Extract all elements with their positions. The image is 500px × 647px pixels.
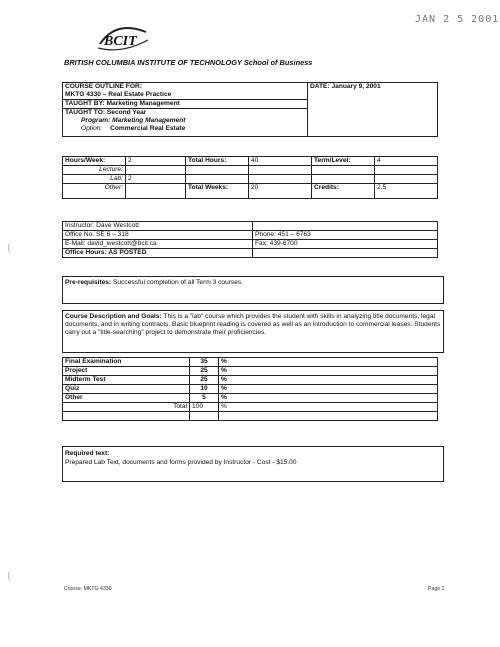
prereq-text: Successful completion of all Term 3 courses. <box>113 279 244 286</box>
eval-item-value: 25 <box>190 376 219 385</box>
course-header-table <box>62 82 438 137</box>
taught-to: TAUGHT TO: Second Year <box>65 109 147 116</box>
eval-total-unit: % <box>219 403 438 412</box>
eval-item-unit: % <box>219 385 438 394</box>
office-number: Office No. SE 6 – 318 <box>63 231 253 240</box>
lecture-label: Lecture: <box>63 166 126 175</box>
eval-item-value: 5 <box>190 394 219 403</box>
eval-item-name: Final Examination <box>63 358 190 367</box>
required-text: Prepared Lab Text, documents and forms provided by Instructor - Cost - $15.00 <box>65 459 297 466</box>
eval-item-value: 35 <box>190 358 219 367</box>
total-weeks-label: Total Weeks: <box>186 184 249 199</box>
eval-item-unit: % <box>219 358 438 367</box>
total-hours-value: 40 <box>249 157 312 166</box>
evaluation-row <box>63 394 438 403</box>
eval-item-name: Quiz <box>63 385 190 394</box>
footer-course: Course: MKTG 4330 <box>64 586 112 592</box>
required-label: Required text: <box>65 450 110 457</box>
office-hours: Office Hours: AS POSTED <box>63 249 253 258</box>
total-weeks-value: 20 <box>249 184 312 199</box>
prereq-label: Pre-requisites: <box>65 279 112 286</box>
course-description-box <box>62 310 444 353</box>
eval-item-name: Midterm Test <box>63 376 190 385</box>
instructor-fax: Fax: 439-6700 <box>253 240 438 249</box>
course-title: MKTG 4330 – Real Estate Practice <box>65 91 172 98</box>
eval-item-unit: % <box>219 376 438 385</box>
credits-value: 2.5 <box>375 184 438 199</box>
eval-total-label: Total <box>63 403 190 412</box>
eval-item-value: 25 <box>190 367 219 376</box>
term-level-label: Term/Level: <box>312 157 375 166</box>
prerequisites-box <box>62 276 444 304</box>
lab-label: Lab: <box>63 175 126 184</box>
received-date-stamp: JAN 2 5 2001 <box>415 14 500 25</box>
option-label: Option: <box>81 125 103 132</box>
option-value: Commercial Real Estate <box>110 125 186 132</box>
description-text: This is a "lab" course which provides the student with skills in analyzing title documents, legal documents, and in writing contracts. Basic blueprint reading is covered as well as an introduction to commercial leases. Students carry out a "title-searching" project to demonstrate their proficiencies. <box>65 313 441 336</box>
footer-page: Page 1 <box>428 586 445 592</box>
required-text-box <box>62 446 444 482</box>
eval-item-unit: % <box>219 367 438 376</box>
eval-total-value: 100 <box>190 403 219 412</box>
instructor-email: E-Mail: david_westcott@bcit.ca <box>63 240 253 249</box>
margin-mark <box>8 242 17 254</box>
eval-item-name: Other <box>63 394 190 403</box>
outline-label: COURSE OUTLINE FOR: <box>65 83 142 90</box>
evaluation-row <box>63 385 438 394</box>
credits-label: Credits: <box>312 184 375 199</box>
lab-value: 2 <box>126 175 186 184</box>
taught-by: TAUGHT BY: Marketing Management <box>63 100 308 109</box>
program-value: Marketing Management <box>112 117 186 124</box>
hours-week-label: Hours/Week: <box>63 157 126 166</box>
margin-mark <box>8 570 17 582</box>
eval-item-unit: % <box>219 394 438 403</box>
evaluation-row <box>63 367 438 376</box>
program-label: Program: <box>81 117 111 124</box>
evaluation-row <box>63 358 438 367</box>
instructor-name: Instructor: Dave Westcott <box>63 222 253 231</box>
evaluation-row <box>63 376 438 385</box>
instructor-phone: Phone: 451 – 6763 <box>253 231 438 240</box>
svg-text:BCIT: BCIT <box>104 34 137 49</box>
eval-item-name: Project <box>63 367 190 376</box>
bcit-logo <box>96 24 150 54</box>
instructor-table <box>62 221 438 258</box>
evaluation-table <box>62 357 438 421</box>
description-label: Course Description and Goals: <box>65 313 162 320</box>
term-level-value: 4 <box>375 157 438 166</box>
eval-item-value: 10 <box>190 385 219 394</box>
hours-table <box>62 156 438 199</box>
course-date: DATE: January 9, 2001 <box>308 83 438 137</box>
institution-name: BRITISH COLUMBIA INSTITUTE OF TECHNOLOGY School of Business <box>64 58 313 67</box>
other-label: Other: <box>63 184 126 199</box>
hours-week-value: 2 <box>126 157 186 166</box>
total-hours-label: Total Hours: <box>186 157 249 166</box>
